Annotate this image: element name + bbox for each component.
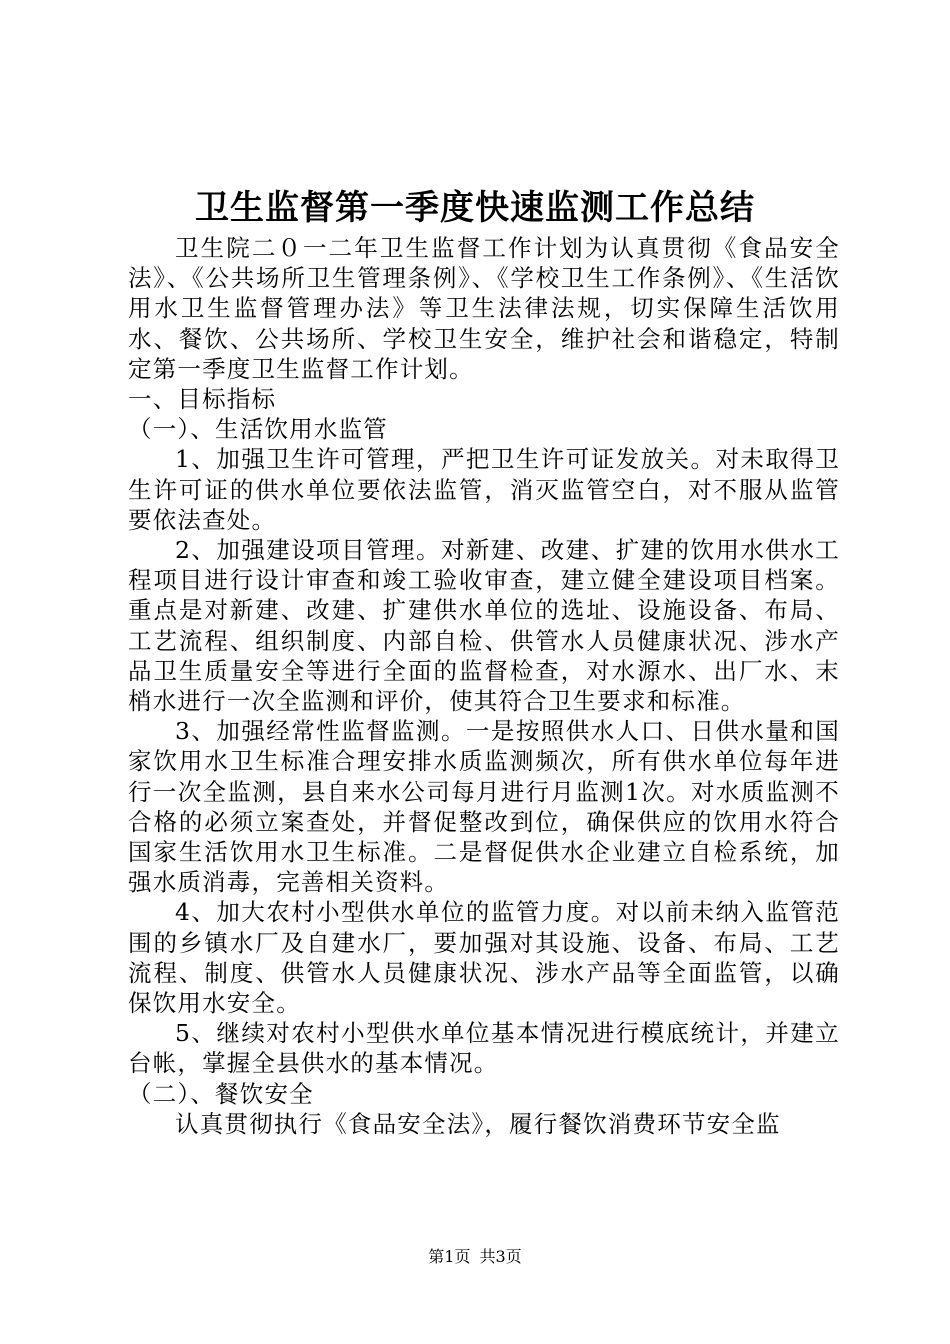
page-footer — [0, 1247, 950, 1267]
water-item-4: 4、加大农村小型供水单位的监管力度。对以前未纳入监管范围的乡镇水厂及自建水厂，要加强对其设施、设备、布局、工艺流程、制度、供管水人员健康状况、涉水产品等全面监管，以确保饮用水安全。 — [128, 898, 840, 1018]
water-item-2: 2、加强建设项目管理。对新建、改建、扩建的饮用水供水工程项目进行设计审查和竣工验收审查，建立健全建设项目档案。重点是对新建、改建、扩建供水单位的选址、设施设备、布局、工艺流程、组织制度、内部自检、供管水人员健康状况、涉水产品卫生质量安全等进行全面的监督检查，对水源水、出厂水、末梢水进行一次全监测和评价，使其符合卫生要求和标准。 — [128, 536, 840, 716]
subsection-heading-catering: （二）、餐饮安全 — [128, 1079, 314, 1108]
section-heading-goals: 一、目标指标 — [128, 385, 277, 414]
page-total: 共3页 — [479, 1247, 522, 1266]
document-title: 卫生监督第一季度快速监测工作总结 — [195, 188, 755, 228]
document-body — [128, 233, 840, 1139]
water-item-5: 5、继续对农村小型供水单位基本情况进行模底统计，并建立台帐，掌握全县供水的基本情况。 — [128, 1019, 840, 1078]
page-number: 第1页 — [428, 1247, 471, 1266]
subsection-heading-water: （一）、生活饮用水监管 — [128, 415, 388, 444]
water-item-3: 3、加强经常性监督监测。一是按照供水人口、日供水量和国家饮用水卫生标准合理安排水质监测频次，所有供水单位每年进行一次全监测，县自来水公司每月进行月监测1次。对水质监测不合格的必须立案查处，并督促整改到位，确保供应的饮用水符合国家生活饮用水卫生标准。二是督促供水企业建立自检系统，加强水质消毒，完善相关资料。 — [128, 717, 840, 897]
water-item-1: 1、加强卫生许可管理，严把卫生许可证发放关。对未取得卫生许可证的供水单位要依法监管，消灭监管空白，对不服从监管要依法查处。 — [128, 445, 840, 534]
intro-paragraph: 卫生院二０一二年卫生监督工作计划为认真贯彻《食品安全法》、《公共场所卫生管理条例》、《学校卫生工作条例》、《生活饮用水卫生监督管理办法》等卫生法律法规，切实保障生活饮用水、餐饮、公共场所、学校卫生安全，维护社会和谐稳定，特制定第一季度卫生监督工作计划。 — [128, 234, 840, 383]
catering-paragraph: 认真贯彻执行《食品安全法》，履行餐饮消费环节安全监 — [175, 1109, 781, 1138]
